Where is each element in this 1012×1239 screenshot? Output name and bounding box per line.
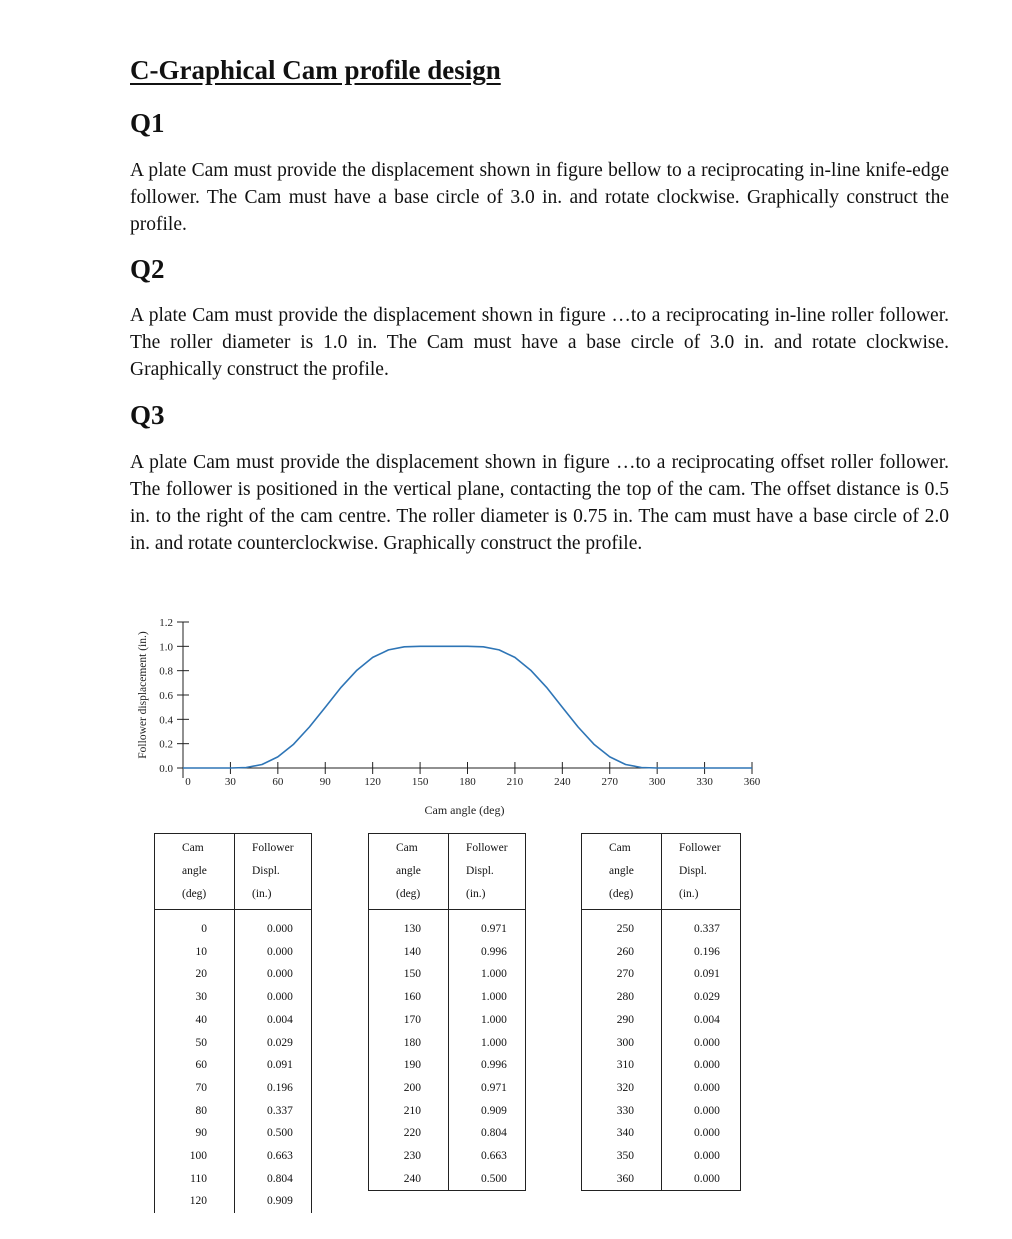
displacement-table-1	[154, 833, 312, 1213]
cam-angle-cell: 40	[155, 1009, 235, 1032]
displacement-curve	[183, 646, 752, 768]
follower-displ-cell: 0.000	[235, 986, 312, 1009]
table-header-angle: (deg)	[155, 883, 235, 910]
follower-displ-cell: 0.996	[449, 1054, 526, 1077]
follower-displ-cell: 0.000	[662, 1145, 741, 1168]
cam-angle-cell: 250	[582, 918, 662, 941]
table-row	[155, 941, 312, 964]
follower-displ-cell: 0.196	[235, 1077, 312, 1100]
follower-displ-cell: 0.804	[449, 1122, 526, 1145]
x-tick-label: 210	[506, 776, 524, 788]
follower-displ-cell: 0.196	[662, 941, 741, 964]
table-header-displ: Displ.	[235, 860, 312, 883]
follower-displ-cell: 0.000	[662, 1122, 741, 1145]
cam-angle-cell: 170	[369, 1009, 449, 1032]
x-tick-label: 360	[743, 776, 761, 788]
table-row	[155, 1190, 312, 1213]
table-header-angle: angle	[369, 860, 449, 883]
table-row	[155, 1168, 312, 1191]
table-row	[582, 1145, 741, 1168]
follower-displ-cell: 0.091	[662, 963, 741, 986]
follower-displ-cell: 0.909	[235, 1190, 312, 1213]
follower-displ-cell: 0.000	[235, 918, 312, 941]
cam-angle-cell: 70	[155, 1077, 235, 1100]
follower-displ-cell: 0.000	[235, 941, 312, 964]
follower-displ-cell: 0.091	[235, 1054, 312, 1077]
follower-displ-cell: 0.000	[662, 1100, 741, 1123]
table-row	[369, 986, 526, 1009]
follower-displ-cell: 0.971	[449, 1077, 526, 1100]
table-row	[155, 986, 312, 1009]
table-header-displ: Follower	[662, 834, 741, 861]
x-tick-label: 30	[224, 776, 236, 788]
x-tick-label: 150	[411, 776, 429, 788]
table-row	[582, 918, 741, 941]
table-row	[582, 1077, 741, 1100]
cam-angle-cell: 130	[369, 918, 449, 941]
table-row	[155, 1032, 312, 1055]
follower-displ-cell: 0.337	[662, 918, 741, 941]
table-row	[582, 986, 741, 1009]
question-1-text: A plate Cam must provide the displacement shown in figure bellow to a reciprocating in-line knife-edge follower. The Cam must have a base circle of 3.0 in. and rotate clockwise. Graphically construct the profile.	[130, 160, 949, 235]
follower-displ-cell: 0.000	[662, 1032, 741, 1055]
table-row	[369, 941, 526, 964]
cam-angle-cell: 290	[582, 1009, 662, 1032]
x-tick-label: 0	[185, 776, 191, 788]
cam-angle-cell: 260	[582, 941, 662, 964]
cam-angle-cell: 270	[582, 963, 662, 986]
cam-angle-cell: 140	[369, 941, 449, 964]
cam-angle-cell: 10	[155, 941, 235, 964]
cam-angle-cell: 80	[155, 1100, 235, 1123]
table-header-displ: (in.)	[235, 883, 312, 910]
table-header-angle: Cam	[369, 834, 449, 861]
follower-displ-cell: 0.909	[449, 1100, 526, 1123]
cam-angle-cell: 190	[369, 1054, 449, 1077]
follower-displ-cell: 0.000	[235, 963, 312, 986]
question-3-text: A plate Cam must provide the displacement shown in figure …to a reciprocating offset roller follower. The follower is positioned in the vertical plane, contacting the top of the cam. The offset distance is 0.5 in. to the right of the cam centre. The roller diameter is 0.75 in. The cam must have a base circle of 2.0 in. and rotate counterclockwise. Graphically construct the profile.	[130, 452, 949, 554]
table-header-displ: Follower	[449, 834, 526, 861]
x-tick-label: 90	[319, 776, 331, 788]
table-row	[582, 963, 741, 986]
y-tick-label: 0.0	[159, 763, 173, 775]
cam-angle-cell: 300	[582, 1032, 662, 1055]
cam-angle-cell: 310	[582, 1054, 662, 1077]
table-header-displ: Displ.	[449, 860, 526, 883]
table-header-displ: Follower	[235, 834, 312, 861]
cam-angle-cell: 0	[155, 918, 235, 941]
cam-angle-cell: 280	[582, 986, 662, 1009]
follower-displ-cell: 0.029	[662, 986, 741, 1009]
follower-displ-cell: 1.000	[449, 1009, 526, 1032]
table-header-angle: angle	[155, 860, 235, 883]
table-row	[155, 1077, 312, 1100]
table-row	[155, 1054, 312, 1077]
y-tick-label: 1.0	[159, 641, 173, 654]
cam-angle-cell: 180	[369, 1032, 449, 1055]
cam-angle-cell: 160	[369, 986, 449, 1009]
table-header-displ: (in.)	[662, 883, 741, 910]
question-3-heading: Q3	[130, 400, 165, 430]
cam-angle-cell: 50	[155, 1032, 235, 1055]
cam-angle-cell: 240	[369, 1168, 449, 1191]
cam-angle-cell: 20	[155, 963, 235, 986]
cam-angle-cell: 30	[155, 986, 235, 1009]
question-2-heading: Q2	[130, 254, 165, 284]
follower-displ-cell: 0.337	[235, 1100, 312, 1123]
table-row	[155, 918, 312, 941]
table-row	[369, 1077, 526, 1100]
table-header-angle: (deg)	[582, 883, 662, 910]
table-row	[369, 1145, 526, 1168]
table-row	[369, 918, 526, 941]
cam-angle-cell: 150	[369, 963, 449, 986]
follower-displ-cell: 0.996	[449, 941, 526, 964]
table-row	[155, 1009, 312, 1032]
follower-displ-cell: 0.000	[662, 1168, 741, 1191]
cam-angle-cell: 350	[582, 1145, 662, 1168]
follower-displ-cell: 0.000	[662, 1054, 741, 1077]
x-axis-title: Cam angle (deg)	[424, 803, 505, 817]
table-header-displ: Displ.	[662, 860, 741, 883]
cam-angle-cell: 200	[369, 1077, 449, 1100]
x-tick-label: 270	[601, 776, 618, 788]
follower-displ-cell: 0.004	[235, 1009, 312, 1032]
follower-displ-cell: 1.000	[449, 963, 526, 986]
follower-displ-cell: 0.971	[449, 918, 526, 941]
follower-displ-cell: 1.000	[449, 1032, 526, 1055]
page-title: C-Graphical Cam profile design	[130, 55, 501, 85]
table-row	[582, 1122, 741, 1145]
y-tick-label: 0.4	[159, 714, 173, 727]
cam-angle-cell: 120	[155, 1190, 235, 1213]
follower-displ-cell: 0.663	[449, 1145, 526, 1168]
table-row	[369, 963, 526, 986]
cam-angle-cell: 320	[582, 1077, 662, 1100]
cam-angle-cell: 360	[582, 1168, 662, 1191]
table-header-angle: angle	[582, 860, 662, 883]
table-row	[369, 1100, 526, 1123]
table-row	[155, 963, 312, 986]
table-row	[582, 1168, 741, 1191]
cam-angle-cell: 340	[582, 1122, 662, 1145]
follower-displ-cell: 0.029	[235, 1032, 312, 1055]
cam-angle-cell: 60	[155, 1054, 235, 1077]
table-row	[369, 1054, 526, 1077]
table-header-angle: Cam	[582, 834, 662, 861]
table-row	[369, 1009, 526, 1032]
x-tick-label: 300	[648, 776, 666, 788]
x-tick-label: 120	[364, 776, 381, 788]
x-tick-label: 330	[696, 776, 713, 788]
table-row	[582, 1054, 741, 1077]
follower-displ-cell: 1.000	[449, 986, 526, 1009]
follower-displ-cell: 0.000	[662, 1077, 741, 1100]
follower-displ-cell: 0.500	[449, 1168, 526, 1191]
y-tick-label: 0.2	[159, 738, 173, 751]
follower-displ-cell: 0.500	[235, 1122, 312, 1145]
follower-displ-cell: 0.663	[235, 1145, 312, 1168]
question-1-heading: Q1	[130, 108, 165, 138]
table-row	[369, 1032, 526, 1055]
table-row	[582, 941, 741, 964]
x-tick-label: 180	[459, 776, 476, 788]
cam-angle-cell: 110	[155, 1168, 235, 1191]
table-row	[582, 1100, 741, 1123]
x-tick-label: 240	[554, 776, 571, 788]
cam-angle-cell: 330	[582, 1100, 662, 1123]
table-header-angle: (deg)	[369, 883, 449, 910]
y-tick-label: 1.2	[159, 617, 173, 629]
table-row	[155, 1122, 312, 1145]
y-axis-title: Follower displacement (in.)	[137, 631, 149, 759]
table-header-angle: Cam	[155, 834, 235, 861]
table-header-displ: (in.)	[449, 883, 526, 910]
cam-angle-cell: 220	[369, 1122, 449, 1145]
x-tick-label: 60	[272, 776, 284, 788]
table-row	[155, 1100, 312, 1123]
cam-angle-cell: 230	[369, 1145, 449, 1168]
displacement-table-2	[368, 833, 526, 1191]
cam-angle-cell: 90	[155, 1122, 235, 1145]
table-row	[582, 1009, 741, 1032]
table-row	[369, 1168, 526, 1191]
table-row	[369, 1122, 526, 1145]
cam-angle-cell: 100	[155, 1145, 235, 1168]
y-tick-label: 0.8	[159, 665, 173, 678]
follower-displ-cell: 0.804	[235, 1168, 312, 1191]
follower-displ-cell: 0.004	[662, 1009, 741, 1032]
question-2-text: A plate Cam must provide the displacement shown in figure …to a reciprocating in-line roller follower. The roller diameter is 1.0 in. The Cam must have a base circle of 3.0 in. and rotate clockwise. Graphically construct the profile.	[130, 305, 949, 380]
y-tick-label: 0.6	[159, 690, 173, 702]
displacement-table-3	[581, 833, 741, 1191]
cam-angle-cell: 210	[369, 1100, 449, 1123]
table-row	[582, 1032, 741, 1055]
table-row	[155, 1145, 312, 1168]
